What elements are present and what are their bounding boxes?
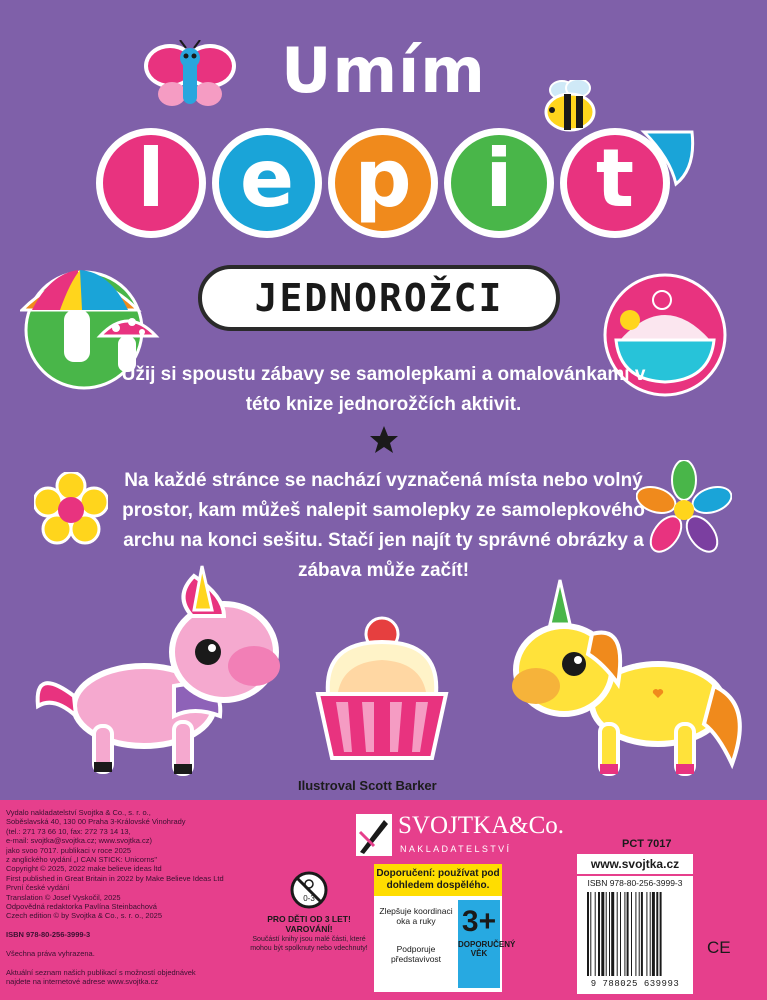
svg-text:0-3: 0-3 — [303, 894, 315, 903]
barcode-bar — [595, 892, 596, 976]
barcode-bar — [656, 892, 658, 976]
legal-line: První české vydání — [6, 883, 70, 893]
publisher-subtitle: NAKLADATELSTVÍ — [400, 844, 512, 854]
legal-line — [6, 959, 236, 968]
barcode-bar — [609, 892, 610, 976]
legal-line: Czech edition © by Svojtka & Co., s. r. o., 2025 — [6, 911, 163, 921]
yellow-unicorn-icon — [508, 574, 752, 784]
legal-line: Všechna práva vyhrazena. — [6, 949, 95, 959]
intro-paragraph: Užij si spoustu zábavy se samolepkami a omalovánkami v této knize jednorožčích aktivit. — [121, 364, 646, 415]
barcode-bar — [652, 892, 655, 976]
title-letter-p: p — [328, 128, 438, 238]
barcode-bar — [650, 892, 651, 976]
barcode-bar — [601, 892, 604, 976]
pink-unicorn-icon — [24, 556, 280, 788]
barcode-bar — [631, 892, 632, 976]
illustrator-credit: Ilustroval Scott Barker — [298, 778, 437, 793]
legal-line: Aktuální seznam našich publikací s možností objednávek — [6, 967, 196, 977]
legal-line: Odpovědná redaktorka Pavlína Steinbachová — [6, 902, 157, 912]
instructions-paragraph: Na každé stránce se nachází vyznačená místa nebo volný prostor, kam můžeš nalepit samolepky ze samolepkového archu na konci sešitu. Stačí jen najít ty správné obrázky a zábava může začít! — [122, 470, 645, 581]
barcode — [577, 876, 693, 994]
barcode-bars — [587, 892, 683, 978]
legal-line: e-mail: svojtka@svojtka.cz; www.svojtka.cz) — [6, 836, 152, 846]
legal-line: Vydalo nakladatelství Svojtka & Co., s. r. o., — [6, 808, 151, 817]
legal-line: z anglického vydání „I CAN STICK: Unicorns" — [6, 855, 158, 865]
barcode-bar — [641, 892, 643, 976]
barcode-bar — [620, 892, 621, 976]
warning-text: Součástí knihy jsou malé části, které mohou být spolknuty nebo vdechnuty! — [250, 936, 368, 952]
barcode-bar — [617, 892, 618, 976]
barcode-bar — [611, 892, 614, 976]
age-warning-icon — [289, 870, 329, 910]
recommendation-text: Doporučení: používat pod dohledem dospělého. — [374, 864, 502, 896]
legal-line: jako svoo 7017. publikaci v roce 2025 — [6, 845, 132, 855]
warning-title: PRO DĚTI OD 3 LET! VAROVÁNÍ! — [267, 914, 351, 934]
skill-imagination: Podporuje představivost — [390, 944, 442, 964]
skill-coordination: Zlepšuje koordinaci oka a ruky — [379, 906, 453, 926]
legal-line: Copyright © 2025, 2022 make believe ideas ltd — [6, 864, 162, 874]
title-letter-i: i — [444, 128, 554, 238]
legal-line: Translation © Josef Vyskočil, 2025 — [6, 892, 121, 902]
subtitle-pill: JEDNOROŽCI — [198, 265, 560, 331]
barcode-bar — [606, 892, 607, 976]
publisher-name: SVOJTKA&Co. — [398, 812, 564, 839]
barcode-bar — [646, 892, 647, 976]
barcode-bar — [639, 892, 640, 976]
legal-line: najdete na internetové adrese www.svojtka.cz — [6, 977, 159, 987]
pen-logo-icon — [354, 812, 394, 858]
age-label: DOPORUČENÝ VĚK — [458, 940, 516, 958]
flower-icon — [34, 472, 108, 546]
title-letter-e: e — [212, 128, 322, 238]
barcode-bar — [624, 892, 625, 976]
choking-warning — [250, 870, 368, 953]
recommendation-box — [374, 864, 516, 992]
age-value: 3+ — [461, 905, 497, 938]
ce-mark: CE — [707, 938, 731, 957]
legal-line — [6, 940, 236, 949]
recommended-age — [458, 900, 516, 988]
legal-line — [6, 921, 236, 930]
barcode-bar — [590, 892, 591, 976]
title-letter-l: l — [96, 128, 206, 238]
legal-line: First published in Great Britain in 2022 by Make Believe Ideas Ltd — [6, 873, 224, 883]
product-code: PCT 7017 — [622, 838, 672, 850]
publisher-logo — [350, 808, 578, 862]
star-icon — [368, 424, 400, 456]
barcode-bar — [660, 892, 662, 976]
barcode-bar — [587, 892, 589, 976]
legal-line: (tel.: 271 73 66 10, fax: 272 73 14 13, — [6, 826, 131, 836]
cupcake-icon — [314, 612, 450, 762]
title-letter-t: t — [560, 128, 670, 238]
legal-info — [6, 808, 236, 987]
isbn-text: ISBN 978-80-256-3999-3 — [587, 878, 683, 888]
legal-line: Soběslavská 40, 130 00 Praha 3-Královské Vinohrady — [6, 817, 186, 827]
barcode-bar — [627, 892, 629, 976]
legal-line: ISBN 978-80-256-3999-3 — [6, 930, 91, 940]
barcode-digits: 9 788025 639993 — [590, 979, 680, 989]
peel-corner-icon — [640, 128, 696, 188]
title-umim: Umím — [281, 34, 486, 107]
rainbow-flower-icon — [636, 460, 732, 556]
website-link[interactable]: www.svojtka.cz — [577, 854, 693, 874]
barcode-bar — [635, 892, 636, 976]
barcode-bar — [598, 892, 600, 976]
